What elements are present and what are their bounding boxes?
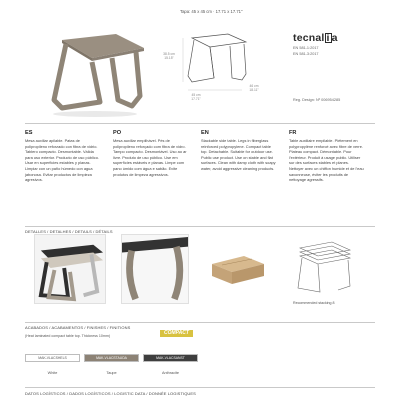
dim-depth: 46 cm 18.11" bbox=[249, 84, 259, 92]
divider-logistics bbox=[25, 387, 375, 388]
details-title: DETALLES / DETALHES / DETAILS / DÉTAILS bbox=[25, 229, 113, 234]
lang-code: FR bbox=[289, 130, 297, 136]
divider-top bbox=[25, 123, 375, 124]
lang-code: PO bbox=[113, 130, 122, 136]
lang-fr bbox=[289, 130, 364, 183]
lang-code: EN bbox=[201, 130, 209, 136]
lang-en bbox=[201, 130, 276, 172]
table-leg-right bbox=[112, 52, 140, 106]
swatch-name-anthracite: Anthracite bbox=[161, 371, 180, 375]
swatch-name-white: White bbox=[47, 371, 58, 375]
swatch-taupe[interactable]: MAK-VLACSTAUDA bbox=[84, 354, 139, 362]
norm-1: EN 581-1:2017 bbox=[293, 46, 319, 50]
packaging-box bbox=[208, 250, 268, 290]
brand-logo: tecnal i a bbox=[293, 32, 338, 44]
stacking-caption: Recommended stacking 8 bbox=[293, 301, 335, 305]
lang-text: Table auxiliaire empilable. Piètement en polypropylène renforcé avec fibre de verre. Plateau compact. Démontable. Pour l'extérieur. Produit à usage public. Utiliser sur des surfaces stables et planes. Nettoyer avec un chiffon humide et de l'eau savonneuse, éviter les produits de nettoyage agressifs. bbox=[289, 138, 364, 183]
dim-height: 38.5 cm 15.15" bbox=[163, 52, 175, 60]
divider-finishes bbox=[25, 322, 375, 323]
norm-2: EN 581-3:2017 bbox=[293, 52, 319, 56]
swatch-anthracite[interactable]: MAK-VLACSANST bbox=[143, 354, 198, 362]
divider-details bbox=[25, 226, 375, 227]
logistics-title: DATOS LOGÍSTICOS / DADOS LOGÍSTICOS / LOGISTIC DATA / DONNÉE LOGISTIQUES bbox=[25, 391, 196, 396]
detail-photo-stacked bbox=[34, 234, 106, 304]
size-label: Tapa: 45 x 45 cm · 17.71 x 17.71" bbox=[180, 9, 243, 14]
swatch-white[interactable]: MAK-VLACSHELS bbox=[25, 354, 80, 362]
lang-po bbox=[113, 130, 188, 177]
swatch-name-taupe: Taupe bbox=[106, 371, 117, 375]
lang-text: Mesa auxiliar apilable. Patas de polipropileno reforzado con fibra de vidrio. Tablero compacto. Desmontable. Válida para uso exterior. Producto de uso público. Usar en superficies estables y planas. Limpiar con un paño húmedo con agua jabonosa. Evitar productos de limpieza agresivos. bbox=[25, 138, 99, 183]
lang-text: Stackable side table. Legs in fiberglass reinforced polypropylene. Compact table top. Detachable. Suitable for outdoor use. Public use product. Use on stable and flat surfaces. Clean with damp cloth with soapy water, avoid aggressive cleaning products. bbox=[201, 138, 276, 171]
finishes-note: (Heat laminated compact table top. Thickness 10mm) bbox=[25, 334, 111, 338]
lang-text: Mesa auxiliar empilhável. Pés de polipropileno reforçado com fibra de vidro. Tampo compacto. Desmontável. Uso ao ar livre. Produto de uso público. Use em superfícies estáveis e planas. Limpe com pano úmido com água e sabão. Evite produtos de limpeza agressivos. bbox=[113, 138, 187, 177]
compact-badge: COMPACT bbox=[160, 330, 193, 337]
detail-photo-leg bbox=[121, 234, 189, 304]
lang-es bbox=[25, 130, 100, 183]
finishes-title: ACABADOS / ACABAMENTOS / FINISHES / FINITIONS bbox=[25, 325, 131, 330]
lang-code: ES bbox=[25, 130, 33, 136]
product-photo bbox=[40, 22, 150, 122]
dim-width: 45 cm 17.71" bbox=[191, 93, 201, 101]
table-top bbox=[62, 34, 144, 58]
stacking-drawing bbox=[292, 238, 356, 296]
design-registration: Reg. Design: Nº 006954285 bbox=[293, 98, 341, 102]
